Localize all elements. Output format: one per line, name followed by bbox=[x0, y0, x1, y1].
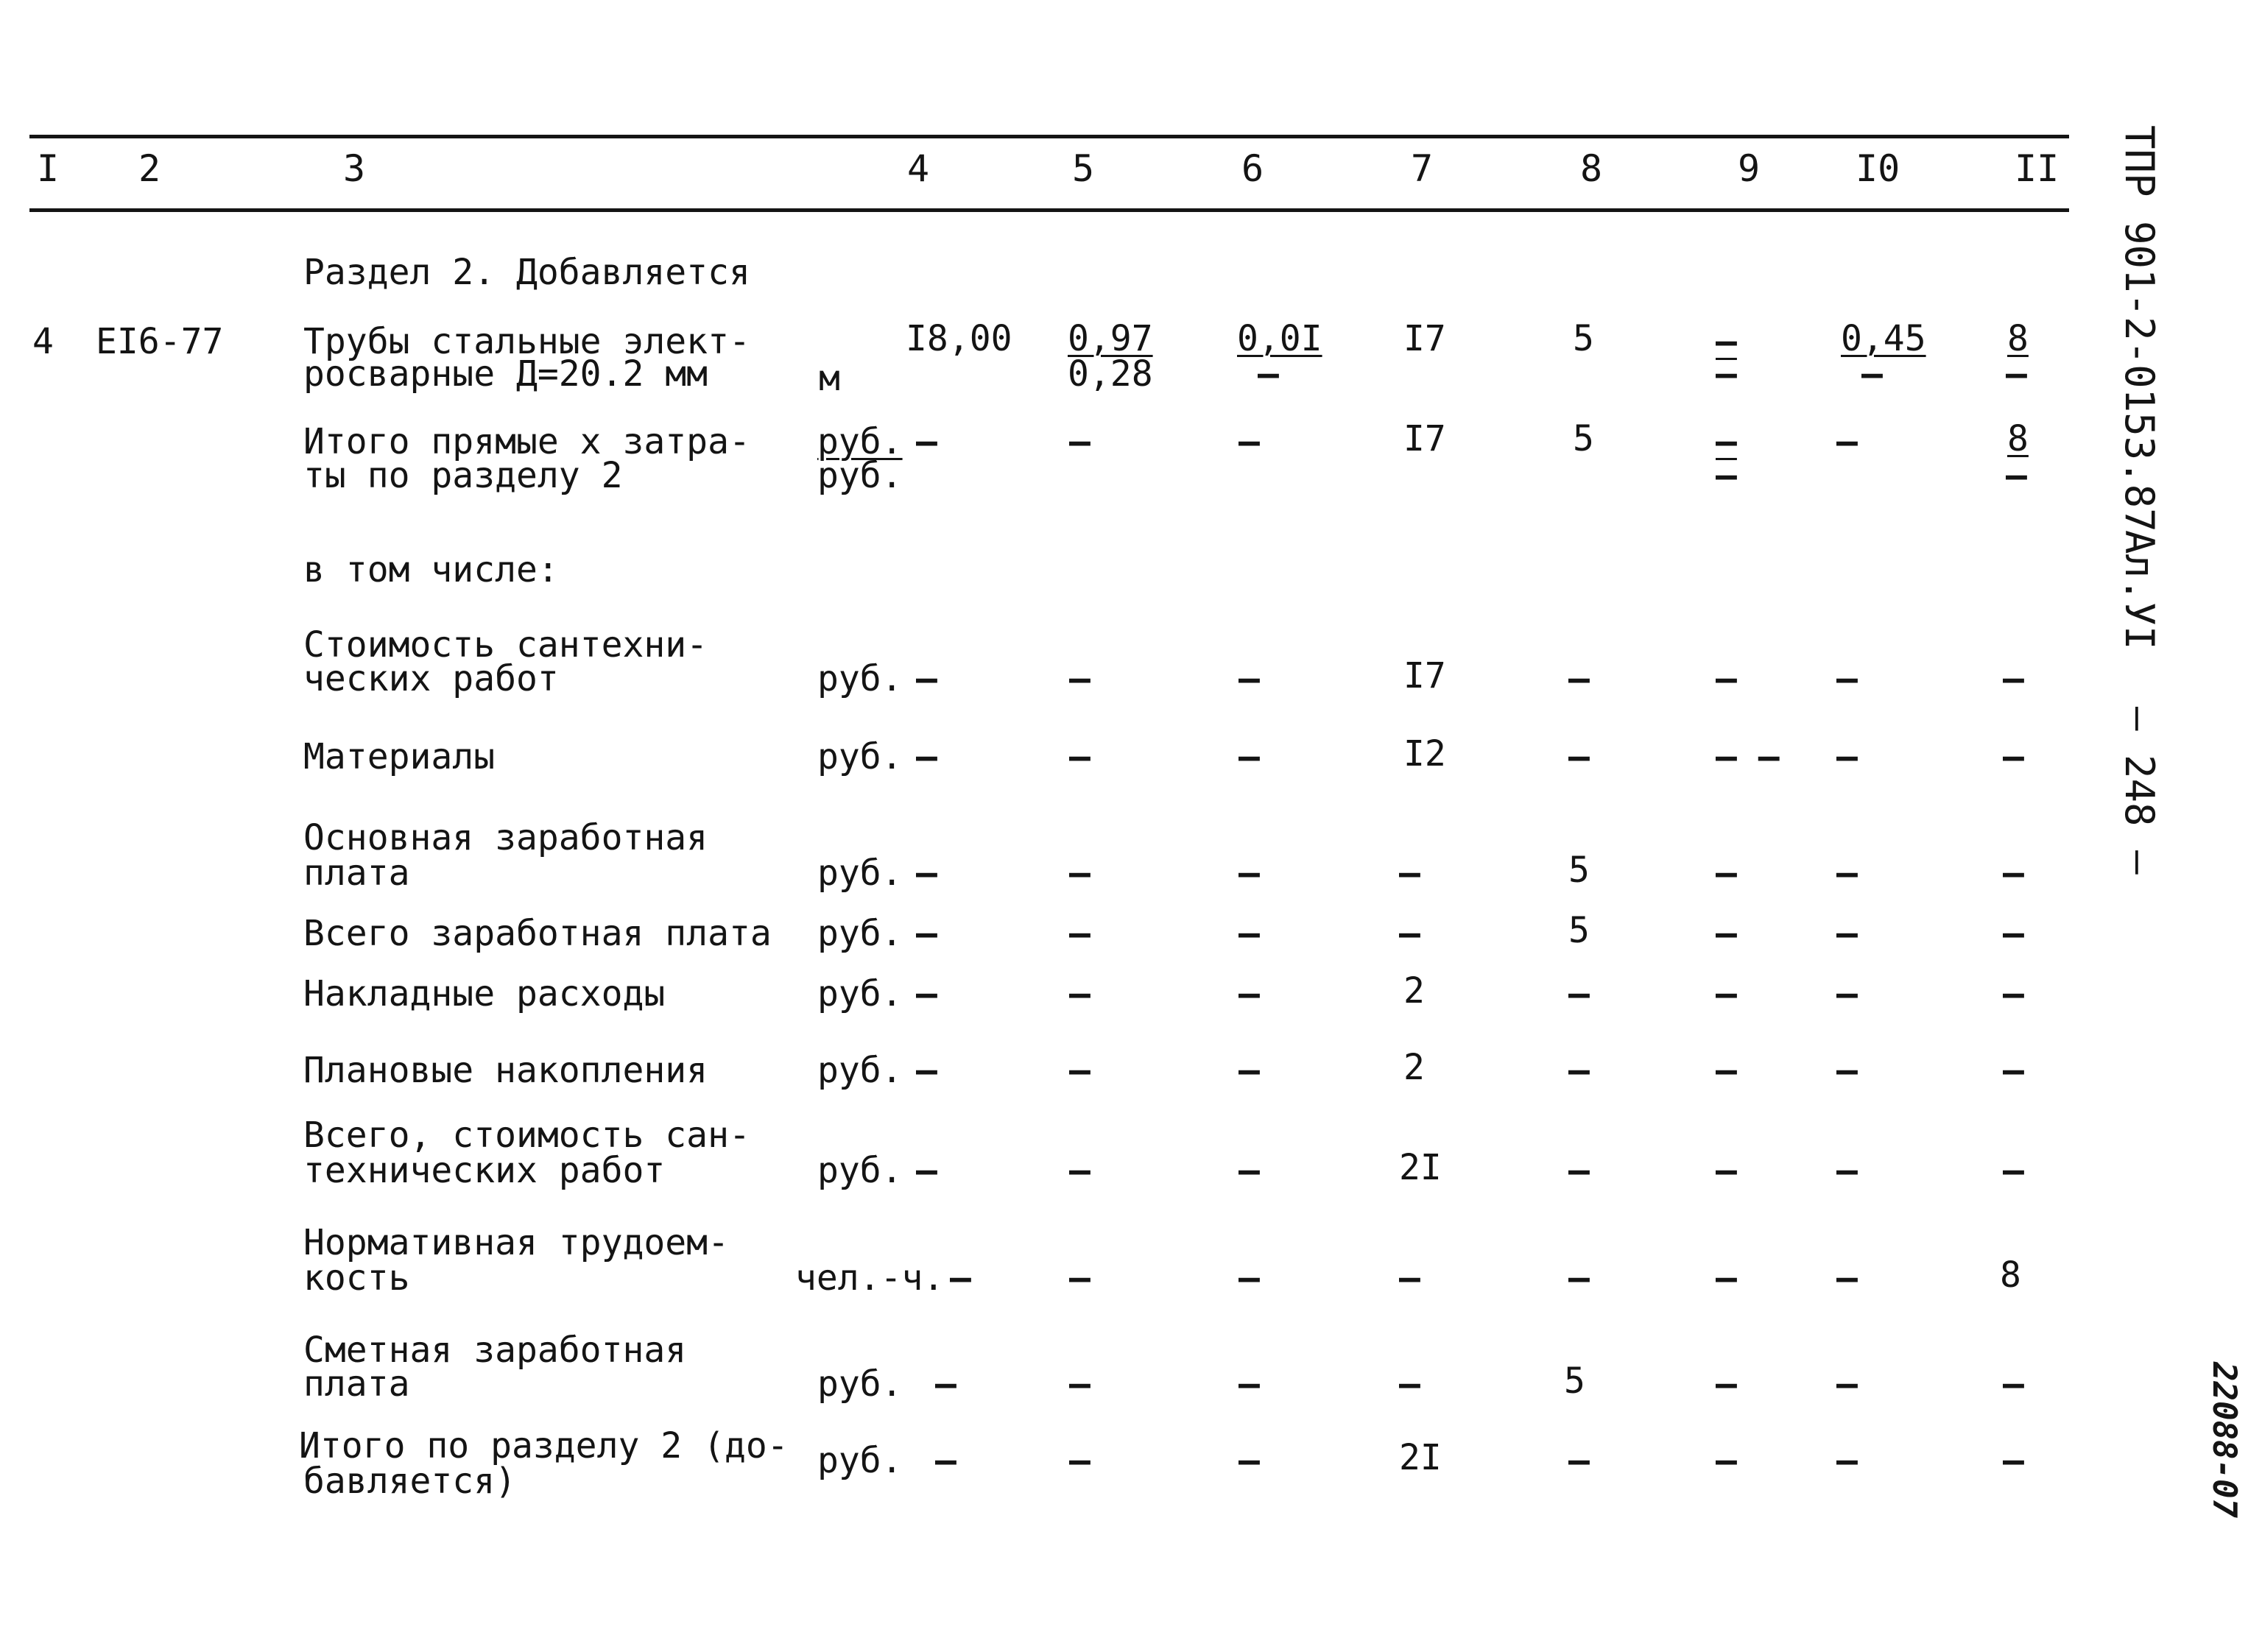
row-col10: – bbox=[1836, 853, 1858, 894]
row-label-line2: бавляется) bbox=[303, 1461, 516, 1502]
side-doc-code: ТПР 901-2-0153.87 bbox=[2116, 125, 2163, 532]
row-col4: – bbox=[916, 421, 937, 462]
row-col5: – bbox=[1069, 1363, 1091, 1405]
row-col11: – bbox=[2003, 973, 2024, 1014]
row-col6: – bbox=[1239, 973, 1260, 1014]
row-col6: – bbox=[1239, 1363, 1260, 1405]
row-col8: – bbox=[1568, 736, 1590, 777]
row-col6: – bbox=[1239, 853, 1260, 894]
row-col9: – bbox=[1716, 1257, 1737, 1299]
row-col7: I7 bbox=[1403, 655, 1446, 696]
header-top-rule bbox=[29, 135, 2069, 138]
row-col10: – bbox=[1836, 973, 1858, 1014]
row-label-line1: Нормативная трудоем- bbox=[303, 1222, 729, 1263]
row-col11-top: 8 bbox=[2007, 318, 2029, 359]
row-col7: I2 bbox=[1403, 733, 1446, 774]
row-col10-bottom: – bbox=[1861, 353, 1883, 395]
row-label-line1: Накладные расходы bbox=[303, 973, 666, 1014]
row-col11: – bbox=[2003, 1050, 2024, 1091]
side-album: Ал.УI bbox=[2116, 530, 2163, 650]
row-col11: 8 bbox=[2000, 1254, 2021, 1296]
row-col7: 2I bbox=[1399, 1437, 1442, 1478]
column-header-1: I bbox=[37, 147, 60, 190]
row-col8: 5 bbox=[1573, 418, 1594, 459]
row-col5-top: 0,97 bbox=[1068, 318, 1153, 359]
row-col10-top: 0,45 bbox=[1841, 318, 1926, 359]
row-unit: руб. bbox=[817, 736, 903, 777]
side-page-number: – 248 – bbox=[2116, 707, 2163, 875]
including-label: в том числе: bbox=[303, 549, 559, 590]
column-header-8: 8 bbox=[1580, 147, 1603, 190]
row-label-line1: Всего заработная плата bbox=[303, 913, 772, 954]
row-col9: – bbox=[1716, 973, 1737, 1014]
row-col11: – bbox=[2003, 1150, 2024, 1191]
row-col7: 2 bbox=[1403, 970, 1425, 1012]
row-col4: – bbox=[935, 1363, 956, 1405]
row-col8: – bbox=[1568, 1150, 1590, 1191]
row-unit: руб. bbox=[817, 913, 903, 954]
row-col6: – bbox=[1239, 1050, 1260, 1091]
row-col9: – bbox=[1716, 658, 1737, 699]
row-label-line2: плата bbox=[303, 1363, 410, 1405]
row-quantity: I8,00 bbox=[906, 318, 1012, 359]
column-header-11: II bbox=[2015, 147, 2060, 190]
header-bottom-rule bbox=[29, 208, 2069, 212]
row-col11: – bbox=[2003, 913, 2024, 954]
section-title: Раздел 2. Добавляется bbox=[303, 252, 750, 293]
row-col4: – bbox=[916, 853, 937, 894]
row-unit: руб. bbox=[817, 1363, 903, 1405]
row-col11-bottom: – bbox=[2006, 455, 2027, 496]
row-col6: – bbox=[1239, 913, 1260, 954]
row-col7: – bbox=[1399, 853, 1420, 894]
row-col8: – bbox=[1568, 973, 1590, 1014]
row-col4: – bbox=[916, 658, 937, 699]
column-header-2: 2 bbox=[138, 147, 161, 190]
row-col8: – bbox=[1568, 1050, 1590, 1091]
row-col7: I7 bbox=[1403, 318, 1446, 359]
row-col7: – bbox=[1399, 1363, 1420, 1405]
row-col9: – bbox=[1716, 1440, 1737, 1481]
row-col8: – bbox=[1568, 1257, 1590, 1299]
row-col6: – bbox=[1239, 421, 1260, 462]
row-col5: – bbox=[1069, 1150, 1091, 1191]
row-col6: – bbox=[1239, 658, 1260, 699]
column-header-7: 7 bbox=[1411, 147, 1434, 190]
row-col9-bottom: – bbox=[1716, 353, 1737, 395]
row-col4: – bbox=[935, 1440, 956, 1481]
row-label-line2: кость bbox=[303, 1257, 410, 1299]
row-col4: – bbox=[916, 1150, 937, 1191]
row-code: EI6-77 bbox=[96, 321, 224, 362]
row-unit: руб. bbox=[817, 853, 903, 894]
row-label-line2: плата bbox=[303, 853, 410, 894]
row-col4: – bbox=[950, 1257, 971, 1299]
row-col4: – bbox=[916, 913, 937, 954]
row-col11: – bbox=[2003, 1440, 2024, 1481]
row-label-line1: Материалы bbox=[303, 736, 496, 777]
row-col10: – bbox=[1836, 1440, 1858, 1481]
row-col9-top: – bbox=[1716, 321, 1737, 362]
row-col5: – bbox=[1069, 736, 1091, 777]
row-col10: – bbox=[1836, 1050, 1858, 1091]
row-col5: – bbox=[1069, 421, 1091, 462]
row-col5: – bbox=[1069, 853, 1091, 894]
row-description-line2: ты по разделу 2 bbox=[303, 455, 623, 496]
row-label-line1: Сметная заработная bbox=[303, 1330, 687, 1371]
row-label-line1: Итого по разделу 2 (до- bbox=[299, 1425, 789, 1466]
row-col11-bottom: – bbox=[2006, 353, 2027, 395]
row-col6: – bbox=[1239, 736, 1260, 777]
row-col5: – bbox=[1069, 1440, 1091, 1481]
row-col6: – bbox=[1239, 1257, 1260, 1299]
row-col5: – bbox=[1069, 1257, 1091, 1299]
row-unit: чел.-ч. bbox=[795, 1257, 945, 1299]
row-col9: – – bbox=[1716, 736, 1780, 777]
row-unit: руб. bbox=[817, 1150, 903, 1191]
row-col6-bottom: – bbox=[1258, 353, 1279, 395]
row-description-line1: Трубы стальные элект- bbox=[303, 321, 750, 362]
row-col7: 2 bbox=[1403, 1047, 1425, 1088]
column-header-10: I0 bbox=[1856, 147, 1900, 190]
row-col5-bottom: 0,28 bbox=[1068, 353, 1153, 395]
row-col4: – bbox=[916, 973, 937, 1014]
row-col10: – bbox=[1836, 658, 1858, 699]
row-unit: руб. bbox=[817, 1050, 903, 1091]
row-unit: руб. bbox=[817, 1440, 903, 1481]
row-number: 4 bbox=[32, 321, 54, 362]
row-col9: – bbox=[1716, 913, 1737, 954]
row-col5: – bbox=[1069, 913, 1091, 954]
row-col7: 2I bbox=[1399, 1147, 1442, 1188]
row-col8: 5 bbox=[1564, 1360, 1585, 1402]
row-col6: – bbox=[1239, 1150, 1260, 1191]
archive-number: 22088-07 bbox=[2205, 1362, 2243, 1518]
row-col10: – bbox=[1836, 913, 1858, 954]
row-col5: – bbox=[1069, 658, 1091, 699]
row-unit: руб. bbox=[817, 973, 903, 1014]
row-description-line1: Итого прямые х затра- bbox=[303, 421, 750, 462]
row-col10: – bbox=[1836, 421, 1858, 462]
row-unit-bottom: руб. bbox=[817, 455, 903, 496]
row-col9-bottom: – bbox=[1716, 455, 1737, 496]
row-col9: – bbox=[1716, 1050, 1737, 1091]
column-header-6: 6 bbox=[1241, 147, 1264, 190]
row-label-line1: Плановые накопления bbox=[303, 1050, 708, 1091]
row-col10: – bbox=[1836, 1363, 1858, 1405]
row-col11: – bbox=[2003, 658, 2024, 699]
row-unit: м bbox=[819, 358, 840, 399]
row-label-line1: Основная заработная bbox=[303, 817, 708, 858]
column-header-3: 3 bbox=[343, 147, 366, 190]
row-col4: – bbox=[916, 1050, 937, 1091]
column-header-9: 9 bbox=[1738, 147, 1761, 190]
row-col7: – bbox=[1399, 1257, 1420, 1299]
row-col7: I7 bbox=[1403, 418, 1446, 459]
row-col11: – bbox=[2003, 1363, 2024, 1405]
row-col10: – bbox=[1836, 1150, 1858, 1191]
row-unit: руб. bbox=[817, 658, 903, 699]
row-description-line2: росварные Д=20.2 мм bbox=[303, 353, 708, 395]
row-col5: – bbox=[1069, 973, 1091, 1014]
column-header-5: 5 bbox=[1072, 147, 1095, 190]
row-col10: – bbox=[1836, 1257, 1858, 1299]
row-col8: 5 bbox=[1573, 318, 1594, 359]
row-col9-top: – bbox=[1716, 421, 1737, 462]
row-col7: – bbox=[1399, 913, 1420, 954]
row-col10: – bbox=[1836, 736, 1858, 777]
row-col4: – bbox=[916, 736, 937, 777]
row-col8: 5 bbox=[1568, 910, 1590, 951]
row-col11: – bbox=[2003, 853, 2024, 894]
row-col9: – bbox=[1716, 1363, 1737, 1405]
row-col6: – bbox=[1239, 1440, 1260, 1481]
row-unit-top: руб. bbox=[817, 421, 903, 462]
row-col9: – bbox=[1716, 853, 1737, 894]
row-label-line1: Стоимость сантехни- bbox=[303, 624, 708, 666]
row-label-line2: ческих работ bbox=[303, 658, 559, 699]
row-col6-top: 0,0I bbox=[1237, 318, 1322, 359]
row-col5: – bbox=[1069, 1050, 1091, 1091]
row-col11: – bbox=[2003, 736, 2024, 777]
row-col9: – bbox=[1716, 1150, 1737, 1191]
row-col8: 5 bbox=[1568, 850, 1590, 891]
row-col11-top: 8 bbox=[2007, 418, 2029, 459]
row-label-line1: Всего, стоимость сан- bbox=[303, 1115, 750, 1156]
column-header-4: 4 bbox=[907, 147, 930, 190]
row-col8: – bbox=[1568, 1440, 1590, 1481]
row-col8: – bbox=[1568, 658, 1590, 699]
row-label-line2: технических работ bbox=[303, 1150, 666, 1191]
